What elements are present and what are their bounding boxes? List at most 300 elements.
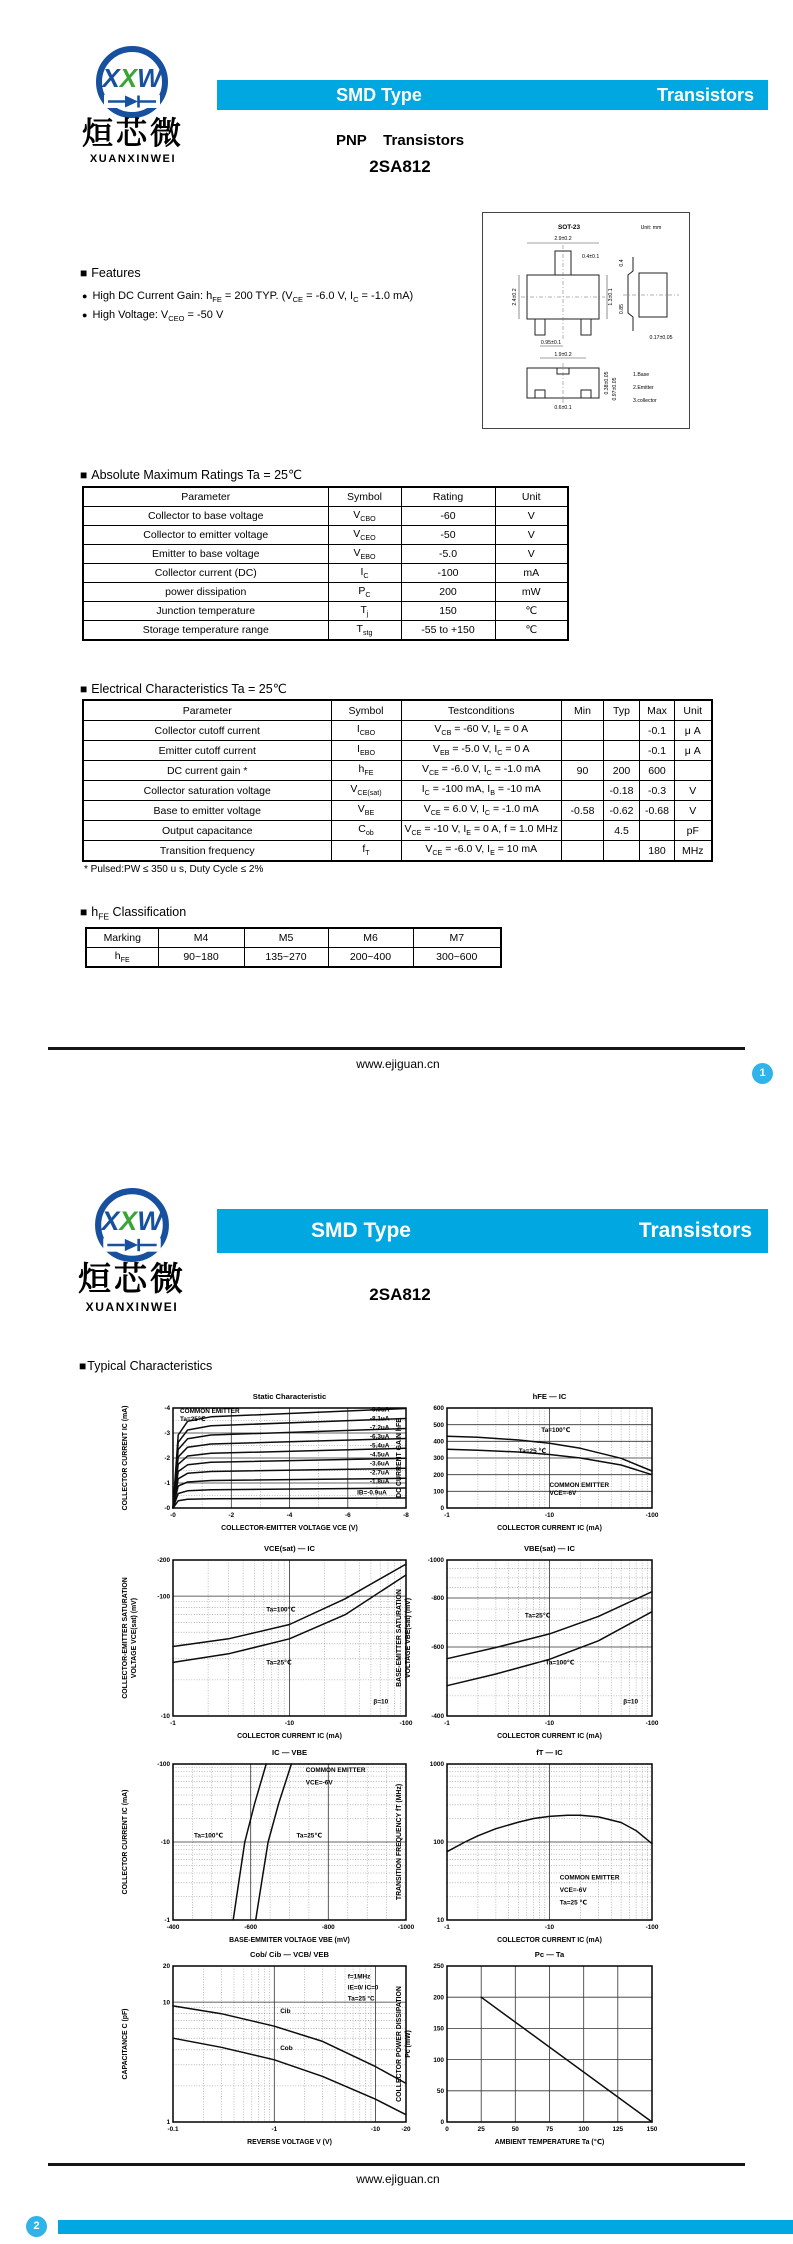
y-axis-label: COLLECTOR CURRENT IC (mA) [122, 1789, 129, 1895]
chart-annotation: Ta=25℃ [266, 1659, 292, 1667]
x-axis-label: COLLECTOR CURRENT IC (mA) [497, 1525, 602, 1532]
table-cell: 150 [401, 602, 495, 621]
table-cell: 300~600 [413, 948, 501, 968]
table-cell: M6 [328, 928, 413, 948]
table-cell: ℃ [495, 621, 568, 641]
table-row [83, 821, 712, 841]
table-cell: Emitter cutoff current [83, 741, 331, 761]
chart-annotation: -1.8uA [369, 1478, 390, 1486]
dim-bottom-a: 0.6±0.1 [554, 405, 572, 411]
y-tick-label: -1 [164, 1480, 170, 1488]
table-cell: 90~180 [158, 948, 244, 968]
column-header: Parameter [83, 487, 328, 507]
table-cell: $V_{CE} = 6.0$ V, $I_C = -1.0$ mA [401, 801, 562, 821]
chart-annotation: Ta=100℃ [541, 1427, 571, 1434]
y-tick-label: 10 [162, 1999, 170, 2007]
footer-rule [48, 1047, 745, 1050]
x-tick-label: 0 [445, 2126, 449, 2133]
chart-annotation: f=1MHz [347, 1973, 371, 1981]
chart-annotation: Ta=25 ℃ [559, 1899, 588, 1907]
y-axis-label: VOLTAGE VCE(sat) (mV) [131, 1597, 138, 1679]
table-cell: $V_{BE}$ [331, 801, 401, 821]
brand-name-cn: 烜芯微 [78, 1260, 186, 1297]
dim-pin-span: 1.9±0.2 [554, 352, 572, 358]
y-tick-label: 0 [440, 1505, 444, 1513]
y-tick-label: 100 [433, 1839, 444, 1847]
table-cell: $V_{CE} = -10$ V, $I_E = 0$ A, f = 1.0 MHz [401, 821, 562, 841]
footer-url: www.ejiguan.cn [356, 2172, 440, 2186]
table-cell: V [675, 781, 712, 801]
y-tick-label: 1 [166, 2119, 170, 2127]
pin-legend-2: 2.Emitter [633, 385, 654, 391]
table-cell: $V_{CE(sat)}$ [331, 781, 401, 801]
table-cell: $T_j$ [328, 602, 401, 621]
table-row [83, 741, 712, 761]
dim-side-mid: 0.85 [619, 303, 625, 315]
y-axis-label: COLLECTOR CURRENT IC (mA) [122, 1405, 129, 1511]
chart-annotation: -7.2uA [369, 1424, 390, 1432]
section-elec-label: Electrical Characteristics Ta = 25℃ [91, 682, 287, 696]
pin-legend-3: 3.collector [633, 398, 657, 404]
section-hfe-class-label: $h_{FE}$ Classification [91, 905, 187, 922]
table-cell: -5.0 [401, 545, 495, 564]
table-cell: -0.68 [640, 801, 675, 821]
x-tick-label: -1 [444, 1924, 450, 1931]
x-tick-label: -800 [321, 1924, 335, 1931]
column-header: Unit [675, 700, 712, 721]
chart-title: Cob/ Cib — VCB/ VEB [250, 1950, 329, 1959]
column-header: Typ [604, 700, 640, 721]
x-tick-label: -10 [370, 2126, 381, 2133]
y-tick-label: 200 [433, 1994, 444, 2002]
table-cell: V [675, 801, 712, 821]
table-cell: -0.58 [562, 801, 604, 821]
dim-body-height: 2.4±0.2 [512, 288, 518, 306]
table-cell: -55 to +150 [401, 621, 495, 641]
chart-title: VCE(sat) — IC [263, 1544, 316, 1553]
chart-cob-cib-vs-v [118, 1946, 418, 2157]
brand-name-en: XUANXINWEI [89, 153, 177, 165]
chart-hfe-vs-ic [392, 1388, 664, 1543]
column-header: Testconditions [401, 700, 562, 721]
chart-annotation: COMMON EMITTER [305, 1766, 366, 1774]
part-number: 2SA812 [369, 157, 431, 176]
y-tick-label: -10 [160, 1839, 170, 1847]
chart-annotation: VCE=-6V [559, 1886, 587, 1894]
y-tick-label: 150 [433, 2025, 444, 2033]
chart-ic-vs-vbe [118, 1744, 418, 1955]
table-cell: μ A [675, 721, 712, 741]
table-row [83, 781, 712, 801]
table-cell: $V_{CEO}$ [328, 526, 401, 545]
table-cell: $f_T$ [331, 841, 401, 862]
chart-annotation: Ta=100℃ [266, 1606, 296, 1614]
header-bar [217, 1209, 768, 1253]
table-cell [562, 821, 604, 841]
chart-svg-static-characteristic [118, 1388, 418, 1538]
table-cell: $h_{FE}$ [86, 948, 158, 968]
table-cell [562, 721, 604, 741]
device-type-line: PNP Transistors [335, 132, 465, 149]
x-tick-label: -1000 [397, 1924, 415, 1931]
x-tick-label: -400 [166, 1924, 180, 1931]
x-axis-label: COLLECTOR CURRENT IC (mA) [497, 1733, 602, 1740]
table-cell: 4.5 [604, 821, 640, 841]
chart-annotation: Ta=25 °C [347, 1995, 375, 2003]
x-tick-label: -100 [399, 1720, 413, 1727]
chart-annotation: Ta=25℃ [296, 1832, 323, 1840]
table-cell: $V_{CE} = -6.0$ V, $I_E = 10$ mA [401, 841, 562, 862]
table-row [83, 801, 712, 821]
svg-text:XXW: XXW [102, 63, 162, 93]
package-drawing [482, 212, 690, 429]
brand-name-cn: 烜芯微 [82, 116, 184, 151]
abs-max-table [82, 486, 569, 641]
header-row [83, 700, 712, 721]
table-row [83, 761, 712, 781]
x-tick-label: -20 [401, 2126, 411, 2133]
table-cell: Output capacitance [83, 821, 331, 841]
table-cell: M7 [413, 928, 501, 948]
page-number-badge: 1 [752, 1063, 773, 1084]
table-cell: $V_{CE} = -6.0$ V, $I_C = -1.0$ mA [401, 761, 562, 781]
package-name: SOT-23 [557, 224, 581, 231]
table-row [83, 841, 712, 862]
dim-bottom-c: 0.97±0.05 [612, 377, 618, 401]
table-cell [604, 841, 640, 862]
table-cell: $V_{CB} = -60$ V, $I_E = 0$ A [401, 721, 562, 741]
table-cell: V [495, 526, 568, 545]
table-cell: μ A [675, 741, 712, 761]
chart-svg-cob-cib-vs-v [118, 1946, 418, 2152]
feature-text: High DC Current Gain: $h_{FE} = 200$ TYP. ($V_{CE} = -6.0$ V, $I_C = -1.0$ mA) [92, 290, 414, 305]
table-cell: Base to emitter voltage [83, 801, 331, 821]
table-cell [562, 841, 604, 862]
x-tick-label: 150 [646, 2126, 658, 2133]
y-tick-label: -600 [431, 1644, 444, 1652]
table-row [83, 621, 568, 641]
table-cell: -100 [401, 564, 495, 583]
chart-svg-hfe-vs-ic [392, 1388, 664, 1538]
table-cell: Transition frequency [83, 841, 331, 862]
y-tick-label: -800 [431, 1595, 444, 1603]
dim-pin-pitch: 0.95±0.1 [540, 340, 562, 346]
chart-vbesat-vs-ic [392, 1540, 664, 1751]
table-cell: $I_C = -100$ mA, $I_B = -10$ mA [401, 781, 562, 801]
x-tick-label: 25 [477, 2126, 485, 2133]
x-tick-label: -2 [228, 1512, 235, 1519]
y-axis-label: CAPACITANCE C (pF) [122, 2008, 129, 2080]
table-cell: 200~400 [328, 948, 413, 968]
y-tick-label: 600 [433, 1405, 444, 1413]
x-axis-label: AMBIENT TEMPERATURE Ta (℃) [494, 2139, 605, 2146]
dim-top-width: 2.9±0.2 [554, 236, 572, 242]
chart-annotation: β=10 [373, 1698, 389, 1706]
table-row [83, 564, 568, 583]
hfe-class-table [85, 927, 502, 968]
table-cell: MHz [675, 841, 712, 862]
y-axis-label: Pc (mW) [405, 2030, 412, 2058]
y-tick-label: -400 [431, 1713, 444, 1721]
footer-rule [48, 2163, 745, 2166]
x-tick-label: -10 [544, 1924, 555, 1931]
chart-ft-vs-ic [392, 1744, 664, 1955]
table-cell: mA [495, 564, 568, 583]
bullet-dot-icon: ● [82, 310, 88, 320]
feature-text: High Voltage: $V_{CEO} = -50$ V [92, 309, 224, 324]
y-tick-label: -10 [160, 1713, 170, 1721]
table-cell: $C_{ob}$ [331, 821, 401, 841]
table-cell: $T_{stg}$ [328, 621, 401, 641]
x-tick-label: -100 [645, 1924, 659, 1931]
x-tick-label: 50 [511, 2126, 519, 2133]
y-tick-label: 20 [162, 1963, 170, 1971]
y-tick-label: -1000 [427, 1557, 444, 1565]
table-cell: -50 [401, 526, 495, 545]
chart-annotation: -9.0uA [369, 1406, 390, 1414]
x-tick-label: -10 [544, 1720, 555, 1727]
y-tick-label: -100 [157, 1761, 170, 1769]
x-tick-label: 75 [545, 2126, 554, 2133]
pin-legend-1: 1.Base [633, 372, 650, 378]
chart-annotation: VCE=-6V [305, 1779, 333, 1787]
table-cell: -0.1 [640, 721, 675, 741]
chart-svg-pc-vs-ta [392, 1946, 664, 2152]
chart-annotation: -3.6uA [369, 1460, 390, 1468]
section-square-icon: ■ [79, 1359, 87, 1373]
section-hfe-class [80, 905, 186, 922]
table-cell: V [495, 507, 568, 526]
chart-svg-ft-vs-ic [392, 1744, 664, 1950]
x-axis-label: COLLECTOR CURRENT IC (mA) [497, 1937, 602, 1944]
footer-accent-strip [58, 2220, 793, 2234]
column-header: Unit [495, 487, 568, 507]
section-features-label: Features [91, 266, 141, 280]
chart-annotation: Ta=25 ℃ [518, 1448, 547, 1455]
table-cell: -0.62 [604, 801, 640, 821]
section-elec [80, 681, 287, 696]
table-row [83, 583, 568, 602]
x-tick-label: -6 [344, 1512, 351, 1519]
section-features [80, 266, 141, 280]
y-tick-label: -0 [164, 1505, 170, 1513]
column-header: Min [562, 700, 604, 721]
table-cell: Marking [86, 928, 158, 948]
table-cell: V [495, 545, 568, 564]
table-row [83, 602, 568, 621]
header-bar-left: SMD Type [311, 1219, 411, 1242]
y-tick-label: 10 [436, 1917, 444, 1925]
chart-title: hFE — IC [532, 1392, 567, 1401]
table-cell: $I_{CBO}$ [331, 721, 401, 741]
table-cell: -0.1 [640, 741, 675, 761]
header-bar-right: Transistors [638, 1219, 752, 1242]
section-square-icon: ■ [80, 266, 88, 280]
table-cell: 90 [562, 761, 604, 781]
y-tick-label: 300 [433, 1455, 444, 1463]
table-cell: $I_{EBO}$ [331, 741, 401, 761]
column-header: Symbol [331, 700, 401, 721]
header-bar-left: SMD Type [336, 85, 422, 105]
y-axis-label: BASE-EMITTER SATURATION [396, 1589, 403, 1687]
y-tick-label: -200 [157, 1557, 170, 1565]
x-tick-label: 100 [578, 2126, 590, 2133]
section-abs-max [80, 467, 302, 482]
x-tick-label: -1 [170, 1720, 176, 1727]
x-tick-label: -4 [286, 1512, 293, 1519]
table-cell: $h_{FE}$ [331, 761, 401, 781]
chart-title: Static Characteristic [252, 1392, 327, 1401]
y-tick-label: -2 [164, 1455, 170, 1463]
x-axis-label: REVERSE VOLTAGE V (V) [247, 2139, 332, 2146]
chart-annotation: -8.1uA [369, 1415, 390, 1423]
table-cell: $V_{CBO}$ [328, 507, 401, 526]
chart-annotation: Cob [280, 2045, 293, 2053]
y-tick-label: -1 [164, 1917, 170, 1925]
footer-url: www.ejiguan.cn [356, 1057, 440, 1071]
table-cell: Storage temperature range [83, 621, 328, 641]
brand-logo-icon [93, 1186, 171, 1264]
chart-annotation: IE=0/ IC=0 [347, 1984, 379, 1992]
x-tick-label: -0 [170, 1512, 176, 1519]
chart-annotation: COMMON EMITTER [559, 1874, 620, 1882]
header-bar-right: Transistors [656, 85, 754, 105]
table-cell: Collector to base voltage [83, 507, 328, 526]
chart-annotation: VCE=-6V [549, 1490, 577, 1497]
svg-text:XXW: XXW [101, 1206, 163, 1237]
y-tick-label: -100 [157, 1593, 170, 1601]
chart-annotation: -6.3uA [369, 1433, 390, 1441]
x-tick-label: -1 [444, 1720, 450, 1727]
chart-static-characteristic [118, 1388, 418, 1543]
elec-table [82, 699, 713, 862]
table-cell: $I_C$ [328, 564, 401, 583]
y-axis-label: TRANSITION FREQUENCY fT (MHz) [396, 1783, 403, 1901]
table-cell: 200 [604, 761, 640, 781]
chart-svg-ic-vs-vbe [118, 1744, 418, 1950]
table-cell: Junction temperature [83, 602, 328, 621]
table-cell: DC current gain * [83, 761, 331, 781]
table-row [83, 526, 568, 545]
y-tick-label: 500 [433, 1421, 444, 1429]
table-cell: -60 [401, 507, 495, 526]
table-cell: mW [495, 583, 568, 602]
chart-annotation: -2.7uA [369, 1469, 390, 1477]
header-row [83, 487, 568, 507]
y-axis-label: DC CURRENT GAIN hFE [396, 1418, 403, 1498]
package-unit: Unit: mm [640, 225, 662, 231]
section-square-icon: ■ [80, 682, 88, 696]
table-cell [640, 821, 675, 841]
y-tick-label: 400 [433, 1438, 444, 1446]
x-tick-label: -100 [645, 1512, 659, 1519]
table-cell: ℃ [495, 602, 568, 621]
chart-svg-vbesat-vs-ic [392, 1540, 664, 1746]
brand-name-en: XUANXINWEI [85, 1300, 179, 1314]
y-tick-label: 100 [433, 1488, 444, 1496]
table-cell: -0.3 [640, 781, 675, 801]
chart-title: Pc — Ta [534, 1950, 565, 1959]
chart-annotation: IB=-0.9uA [357, 1489, 387, 1497]
section-abs-max-label: Absolute Maximum Ratings Ta = 25℃ [91, 468, 303, 482]
dim-side-top: 0.4 [619, 259, 625, 267]
column-header: Symbol [328, 487, 401, 507]
table-cell: Collector saturation voltage [83, 781, 331, 801]
x-tick-label: -1 [271, 2126, 278, 2133]
table-cell: M4 [158, 928, 244, 948]
bullet-dot-icon: ● [82, 291, 88, 301]
part-number: 2SA812 [369, 1285, 431, 1304]
feature-item [82, 309, 223, 323]
table-cell: -0.18 [604, 781, 640, 801]
chart-annotation: -4.5uA [369, 1451, 390, 1459]
y-tick-label: 50 [436, 2088, 444, 2095]
y-tick-label: 100 [433, 2056, 444, 2064]
dim-bottom-b: 0.38±0.05 [604, 371, 610, 395]
dim-pin-width: 0.4±0.1 [582, 254, 600, 260]
x-tick-label: -600 [244, 1924, 258, 1931]
y-axis-label: VOLTAGE VBE(sat) (mV) [405, 1597, 412, 1679]
page-number-badge: 2 [26, 2216, 47, 2237]
table-cell: power dissipation [83, 583, 328, 602]
table-cell [562, 781, 604, 801]
chart-title: IC — VBE [271, 1748, 308, 1757]
brand-logo-icon [94, 44, 170, 120]
y-tick-label: -3 [164, 1430, 170, 1438]
table-cell: pF [675, 821, 712, 841]
chart-annotation: Ta=25℃ [180, 1416, 206, 1423]
chart-pc-vs-ta [392, 1946, 664, 2157]
elec-footnote: * Pulsed:PW ≤ 350 u s, Duty Cycle ≤ 2% [84, 864, 264, 875]
chart-title: VBE(sat) — IC [523, 1544, 576, 1553]
x-tick-label: -8 [403, 1512, 409, 1519]
table-cell: $P_C$ [328, 583, 401, 602]
feature-item [82, 290, 413, 304]
section-typical-label: Typical Characteristics [87, 1359, 213, 1373]
y-tick-label: 1000 [429, 1761, 444, 1769]
table-cell [604, 721, 640, 741]
dim-right-height: 1.3±0.1 [608, 288, 614, 306]
table-cell: 180 [640, 841, 675, 862]
x-tick-label: -0.1 [167, 2126, 179, 2133]
table-cell: $V_{EBO}$ [328, 545, 401, 564]
column-header: Rating [401, 487, 495, 507]
y-axis-label: COLLECTOR POWER DISSIPATION [396, 1986, 403, 2102]
column-header: Max [640, 700, 675, 721]
header-bar [217, 80, 768, 110]
x-axis-label: COLLECTOR CURRENT IC (mA) [237, 1733, 342, 1740]
table-cell: M5 [244, 928, 328, 948]
section-square-icon: ■ [80, 468, 88, 482]
x-tick-label: -1 [444, 1512, 450, 1519]
chart-vcesat-vs-ic [118, 1540, 418, 1751]
y-tick-label: -4 [164, 1405, 170, 1413]
dim-side-bottom: 0.17±0.05 [649, 335, 673, 341]
y-tick-label: 200 [433, 1471, 444, 1479]
chart-annotation: Ta=100℃ [545, 1659, 575, 1667]
table-cell: $V_{EB} = -5.0$ V, $I_C = 0$ A [401, 741, 562, 761]
table-cell: Collector to emitter voltage [83, 526, 328, 545]
y-tick-label: 0 [440, 2119, 444, 2127]
table-cell [675, 761, 712, 781]
section-typical-characteristics [79, 1359, 212, 1373]
chart-annotation: Ta=100℃ [194, 1832, 224, 1840]
x-tick-label: -10 [284, 1720, 295, 1727]
chart-annotation: COMMON EMITTER [180, 1408, 240, 1415]
x-axis-label: BASE-EMMITER VOLTAGE VBE (mV) [229, 1937, 350, 1944]
package-drawing-svg [483, 213, 689, 428]
y-tick-label: 250 [433, 1963, 444, 1971]
